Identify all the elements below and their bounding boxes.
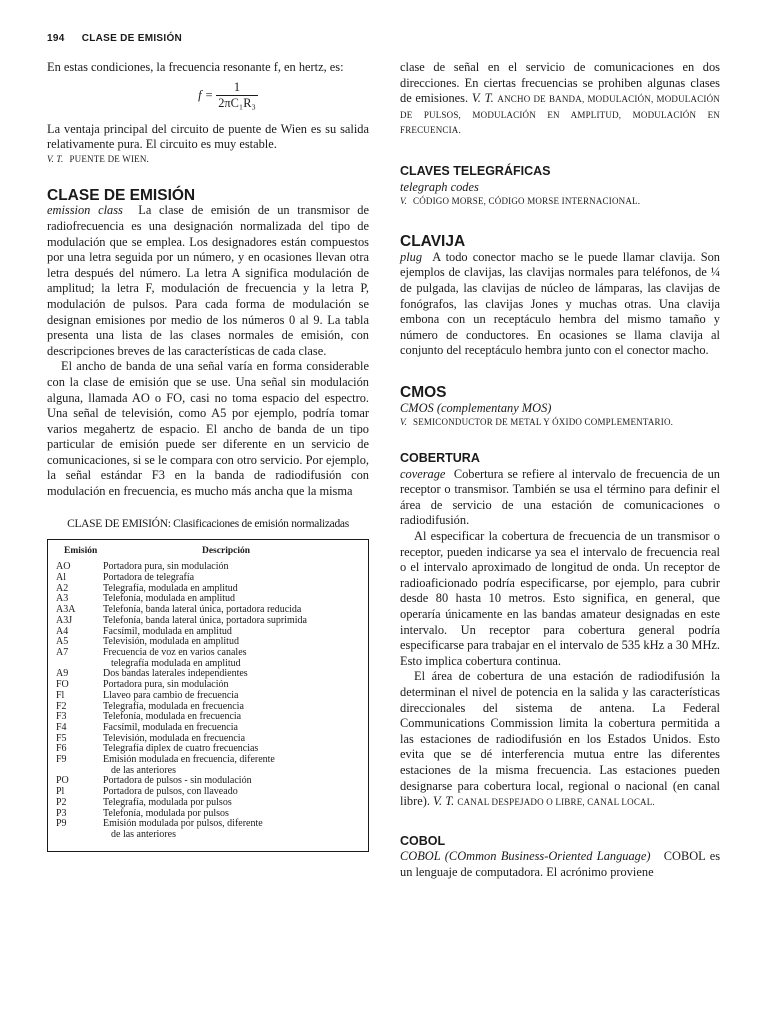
cmos-english: CMOS (complementany MOS) [400,400,552,415]
intro-text: En estas condiciones, la frecuencia resonante f, en hertz, es: [47,60,344,74]
emission-code: A3J [56,614,73,626]
formula-numerator: 1 [216,80,258,97]
wien-see-also: V. T. PUENTE DE WIEN. [47,153,150,164]
emission-code: FO [56,679,69,691]
emission-code: F4 [56,721,67,733]
emission-code: A7 [56,646,69,658]
emission-description: Telefonía, modulada en amplitud [103,593,236,605]
section-title-claves: CLAVES TELEGRÁFICAS [400,163,551,178]
emission-description: Telefonía, modulada en frecuencia [103,711,242,723]
emission-description: Televisión, modulada en amplitud [103,636,239,648]
emission-description: Telefonía, banda lateral única, portadora suprimida [103,614,307,626]
section-title-cmos: CMOS [400,383,447,401]
table-row [56,562,360,573]
emission-code: F2 [56,700,67,712]
section-title-clase-emision: CLASE DE EMISIÓN [47,186,196,204]
emission-description: Llaveo para cambio de frecuencia [103,689,239,701]
cobertura-para3: El área de cobertura de una estación de radiodifusión la determinan el nivel de potencia en la salida y las características direccionales del sistema de antena. La Federal Communications Commission limita la cobertura permitida a las estaciones de radiodifusión en los Estados Unidos. Esto evita que se dé interferencia mutua entre las diferentes estaciones de la misma frecuencia. Las estaciones pueden designarse para cobertura local, regional o nacional (en canal libre). V. T. CANAL DESPEJADO O LIBRE, CANAL LOCAL. [400,669,720,809]
emission-description: Portadora pura, sin modulación [103,561,229,573]
emission-code: Pl [56,786,65,798]
section-title-cobol: COBOL [400,833,446,848]
emission-description: Televisión, modulada en frecuencia [103,732,246,744]
emission-description: Telegrafía, modulada por pulsos [103,796,232,808]
formula-lhs: f = [198,87,214,102]
emission-code: P9 [56,818,67,830]
table-row [56,755,360,766]
emission-code [56,830,103,841]
emission-code: A3A [56,604,76,616]
emission-description: Portadora de pulsos, con llaveado [103,786,238,798]
clase-emision-para1: emission class La clase de emisión de un transmisor de radiofrecuencia es una designación normalizada del tipo de modulación que se emplea. Los designadores están compuestos por una letra seguida por un número, y en ocasiones llevan otra letra después del número. La letra A significa modulación de amplitud; la letra F, modulación de frecuencia y la letra P, modulación de pulsos. Para cada forma de modulación se designan emisiones por medio de los números 0 al 9. La tabla presenta una lista de las clases normales de emisión, con descripciones breves de las características de cada clase. [47,203,370,358]
emission-code: A2 [56,582,69,594]
section-title-clavija: CLAVIJA [400,233,466,251]
emission-description: Emisión modulada por pulsos, diferente [103,818,263,830]
left-column [47,60,369,852]
formula-fraction [216,80,258,112]
emission-description: Portadora pura, sin modulación [103,679,229,691]
clase-emision-para2: El ancho de banda de una señal varía en forma considerable con la clase de emisión que se use. Una señal sin modulación alguna, llamada AO o FO, casi no toma espacio del espectro. Una señal de televisión, como A5 por ejemplo, podría tomar varios megahertz de espacio. El ancho de banda de un tipo particular de emisión puede ser diferente en un servicio de comunicaciones, si se le compara con otro servicio. Por ejemplo, la señal estándar F3 en la banda de radiodifusión con modulación en frecuencia, es mucho más ancha que la misma [47,359,369,499]
page-header [47,33,196,44]
table-header [56,546,360,557]
cobertura-para1: coverage Cobertura se refiere al intervalo de frecuencia de un receptor o transmisor. También se usa el término para definir el área de servicio de una estación de comunicaciones o radiodifusión. [400,466,721,528]
emission-description: Telefonía, modulada por pulsos [103,807,229,819]
table-title: CLASE DE EMISIÓN: Clasificaciones de emisión normalizadas [67,517,349,530]
emission-code: A5 [56,636,69,648]
page-number: 194 [47,33,65,44]
formula [87,80,369,118]
emission-code: P2 [56,796,67,808]
emission-code: Fl [56,689,65,701]
emission-description: Telegrafía, modulada en amplitud [103,582,238,594]
wien-text: La ventaja principal del circuito de puente de Wien es su salida relativamente pura. El circuito es muy estable. [47,121,369,152]
emission-code: A4 [56,625,69,637]
emission-code: Al [56,572,66,584]
cobol-text: COBOL (COmmon Business-Oriented Language) COBOL es un lenguaje de computadora. El acrónimo proviene [400,849,721,879]
header-emision: Emisión [64,545,98,556]
emission-code: F9 [56,754,67,766]
emission-description: Frecuencia de voz en varios canales [103,646,247,658]
table-row [56,691,360,702]
emission-description: Facsímil, modulada en amplitud [103,625,232,637]
emission-table [47,539,369,852]
emission-code: AO [56,561,71,573]
emission-description: Emisión modulada en frecuencia, diferente [103,754,275,766]
emission-code: A3 [56,593,69,605]
claves-english: telegraph codes [400,179,479,194]
table-row [56,819,360,830]
table-row [56,830,360,841]
table-body [56,562,360,840]
claves-see-also: V. CÓDIGO MORSE, CÓDIGO MORSE INTERNACIONAL. [400,196,641,207]
emission-description: Portadora de telegrafía [103,572,195,584]
table-row [56,616,360,627]
english-term: emission class [47,203,123,218]
header-descripcion: Descripción [201,545,251,556]
emission-description: telegrafía modulada en amplitud [111,657,241,669]
emission-description: de las anteriores [111,828,176,840]
clavija-text: plug A todo conector macho se le puede llamar clavija. Son ejemplos de clavijas, las clavijas normales para teléfonos, de ¼ de pulgada, las clavijas de núcleo de lámparas, las clavijas de fonógrafos, las clavijas Jones y muchas otras. Una clavija embona con un receptáculo hembra del mismo tamaño y número de conductores. En ocasiones se llama clavija al conjunto del receptáculo hembra junto con el conector macho. [400,249,720,358]
emission-code: A9 [56,668,69,680]
emission-description: Telegrafía diplex de cuatro frecuencias [103,743,259,755]
table-row [56,723,360,734]
emission-code: F3 [56,711,67,723]
emission-description: Telegrafía, modulada en frecuencia [103,700,244,712]
emission-description: Facsímil, modulada en frecuencia [103,721,238,733]
emission-description: de las anteriores [111,764,176,776]
emission-code: PO [56,775,69,787]
formula-denominator: 2πC₁R₃ [218,96,256,111]
running-title: CLASE DE EMISIÓN [81,33,183,44]
emission-code: F6 [56,743,67,755]
emission-code: P3 [56,807,67,819]
emission-description: Dos bandas laterales independientes [103,668,248,680]
emission-description: Telefonía, banda lateral única, portadora reducida [103,604,302,616]
table-row [56,798,360,809]
cmos-see-also: V. SEMICONDUCTOR DE METAL Y ÓXIDO COMPLEMENTARIO. [400,417,674,428]
right-column [400,60,720,881]
continuation-text: clase de señal en el servicio de comunicaciones en dos direcciones. En ciertas frecuencias se prohiben algunas clases de emisiones. V. T. ANCHO DE BANDA, MODULACIÓN, MODULACIÓN DE PULSOS, MODULACIÓN EN AMPLITUD, MODULACIÓN EN FRECUENCIA. [400,60,720,136]
section-title-cobertura: COBERTURA [400,451,480,466]
emission-description: Portadora de pulsos - sin modulación [103,775,252,787]
cobertura-para2: Al especificar la cobertura de frecuencia de un transmisor o receptor, pueden indicarse ya sea el intervalo de frecuencia real o el intervalo aproximado de longitud de onda. Un receptor de radioaficionado podría especificarse, por ejemplo, para cubrir desde 80 hasta 10 metros. Esto significa, en general, que operaría únicamente en las bandas amateur designadas en este intervalo. Un receptor para cobertura general podría especificarse para trabajar en el intervalo de 535 kHz a 30 MHz. Esto implica cobertura continua. [400,529,720,668]
emission-code: F5 [56,732,67,744]
